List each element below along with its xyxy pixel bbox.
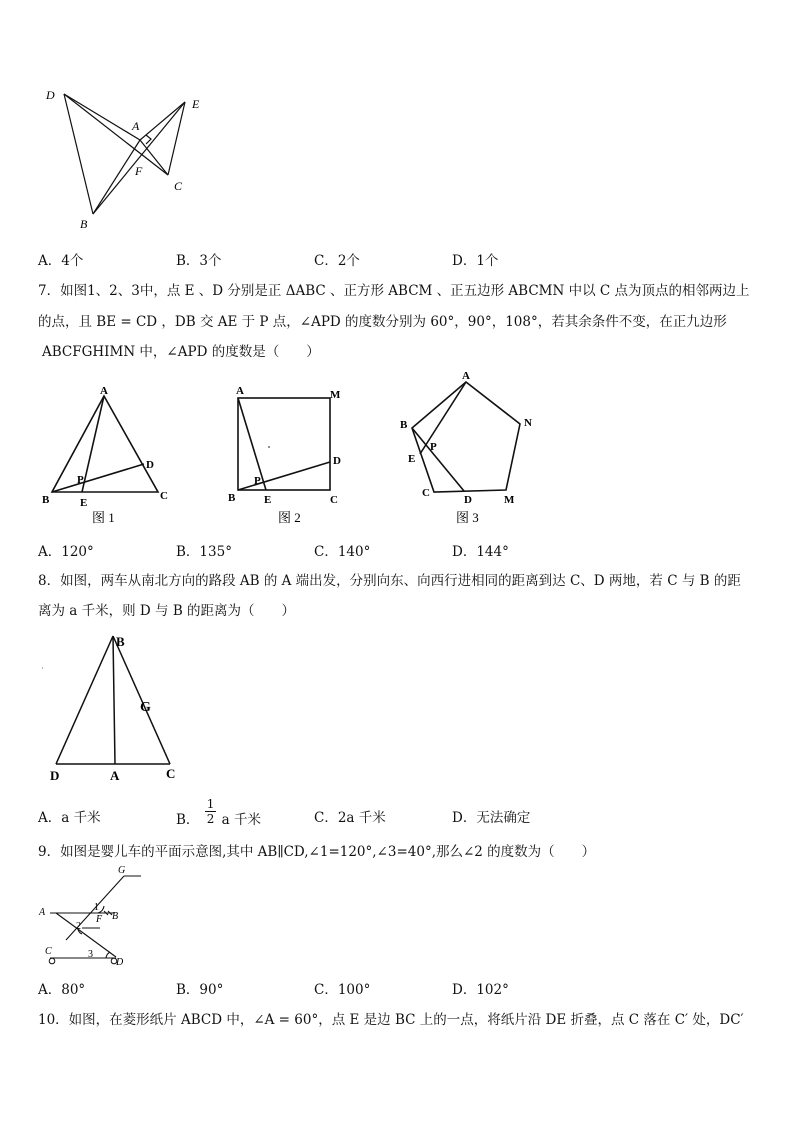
q9-label-C: C	[45, 946, 52, 957]
q7-question-line3: ABCFGHIMN 中，∠APD 的度数是（ ）	[42, 344, 320, 360]
q9-option-d[interactable]: D．102°	[452, 982, 509, 998]
q6-label-D: D	[46, 88, 55, 102]
q7-question-line1: 7．如图1、2、3中，点 E 、D 分别是正 ΔABC 、正方形 ABCM 、正五边形 ABCMN 中以 C 点为顶点的相邻两边上	[38, 283, 750, 299]
q7-fig2-label-P: P	[254, 475, 261, 487]
q7-fig3-label-E: E	[408, 453, 416, 465]
q7-fig3-label-M: M	[504, 494, 515, 506]
q8-label-D: D	[50, 768, 60, 783]
q8-option-c[interactable]: C．2a 千米	[314, 810, 386, 826]
q7-fig2-label-B: B	[228, 492, 236, 504]
q7-option-b[interactable]: B．135°	[176, 544, 232, 560]
q7-fig2-caption: 图 2	[278, 510, 301, 525]
q8-option-b-numerator: 1	[206, 797, 215, 811]
q6-figure	[40, 82, 220, 232]
q8-label-C: C	[166, 766, 176, 781]
q8-figure	[40, 630, 200, 785]
q7-fig1-label-E: E	[80, 497, 88, 509]
q7-fig1-label-B: B	[42, 494, 50, 506]
q7-question-line2: 的点，且 BE = CD ，DB 交 AE 于 P 点，∠APD 的度数分别为 60°，90°，108°，若其余条件不变，在正九边形	[38, 314, 727, 330]
q7-fig1-label-A: A	[100, 385, 108, 397]
q9-option-b[interactable]: B．90°	[176, 982, 224, 998]
q7-option-d[interactable]: D．144°	[452, 544, 509, 560]
q9-label-2: 2	[76, 921, 81, 932]
q9-question-line1: 9．如图是婴儿车的平面示意图,其中 AB∥CD,∠1=120°,∠3=40°,那么∠2 的度数为（ ）	[38, 844, 596, 860]
q7-fig2-label-D: D	[333, 455, 341, 467]
q7-fig3-caption: 图 3	[456, 510, 479, 525]
q8-label-B: B	[116, 634, 125, 649]
q9-label-3: 3	[88, 949, 93, 960]
q6-option-b[interactable]: B．3个	[176, 253, 222, 269]
q6-label-F: F	[135, 164, 143, 178]
q9-option-c[interactable]: C．100°	[314, 982, 371, 998]
q7-fig3-label-D: D	[464, 494, 472, 506]
q6-option-a[interactable]: A．4个	[38, 253, 84, 269]
q7-fig3-label-C: C	[422, 487, 430, 499]
q8-label-A: A	[110, 768, 120, 783]
q8-option-b-denominator: 2	[206, 812, 215, 826]
q8-option-b-tail: a 千米	[221, 812, 261, 828]
q7-fig2-label-M: M	[330, 389, 341, 401]
q8-option-a[interactable]: A．a 千米	[38, 810, 101, 826]
q7-fig2-label-C: C	[330, 494, 338, 506]
q9-label-D: D	[116, 957, 124, 968]
q8-option-b[interactable]	[176, 797, 261, 833]
q9-label-A: A	[39, 907, 46, 918]
q7-option-c[interactable]: C．140°	[314, 544, 371, 560]
q8-question-line2: 离为 a 千米，则 D 与 B 的距离为（ ）	[38, 603, 296, 619]
q9-label-1: 1	[94, 902, 99, 913]
q9-label-F: F	[96, 914, 103, 925]
q7-fig2-label-E: E	[264, 494, 272, 506]
q7-fig3-label-B: B	[400, 419, 408, 431]
q6-label-C: C	[174, 179, 183, 193]
q6-label-A: A	[132, 119, 140, 133]
q9-label-B: B	[112, 911, 119, 922]
q8-label-G: G	[140, 700, 151, 715]
q6-label-E: E	[192, 97, 200, 111]
q8-option-b-fraction	[205, 797, 217, 826]
q7-fig1-caption: 图 1	[92, 510, 115, 525]
q6-option-c[interactable]: C．2个	[314, 253, 360, 269]
q7-figure-1	[38, 384, 178, 529]
q7-fig3-label-N: N	[524, 417, 532, 429]
q9-label-G: G	[118, 865, 126, 876]
q9-option-a[interactable]: A．80°	[38, 982, 86, 998]
q9-figure	[36, 864, 156, 972]
q10-question-line1: 10．如图，在菱形纸片 ABCD 中，∠A = 60°，点 E 是边 BC 上的一点，将纸片沿 DE 折叠，点 C 落在 C′ 处，DC′	[38, 1012, 744, 1028]
q8-option-d[interactable]: D．无法确定	[452, 810, 531, 826]
q8-question-line1: 8．如图，两车从南北方向的路段 AB 的 A 端出发，分别向东、向西行进相同的距离到达 C、D 两地，若 C 与 B 的距	[38, 573, 741, 589]
q7-figure-3	[392, 366, 552, 529]
q8-option-b-prefix: B．	[176, 812, 200, 828]
q7-fig1-label-D: D	[146, 459, 154, 471]
q7-figure-2	[222, 384, 352, 529]
q7-fig1-label-C: C	[160, 490, 168, 502]
q6-label-B: B	[80, 217, 88, 231]
q7-fig3-label-P: P	[430, 441, 437, 453]
q7-fig3-label-A: A	[462, 370, 470, 382]
q7-fig2-label-A: A	[236, 385, 244, 397]
q6-option-d[interactable]: D．1个	[452, 253, 499, 269]
q7-fig1-label-P: P	[77, 474, 84, 486]
q7-option-a[interactable]: A．120°	[38, 544, 94, 560]
